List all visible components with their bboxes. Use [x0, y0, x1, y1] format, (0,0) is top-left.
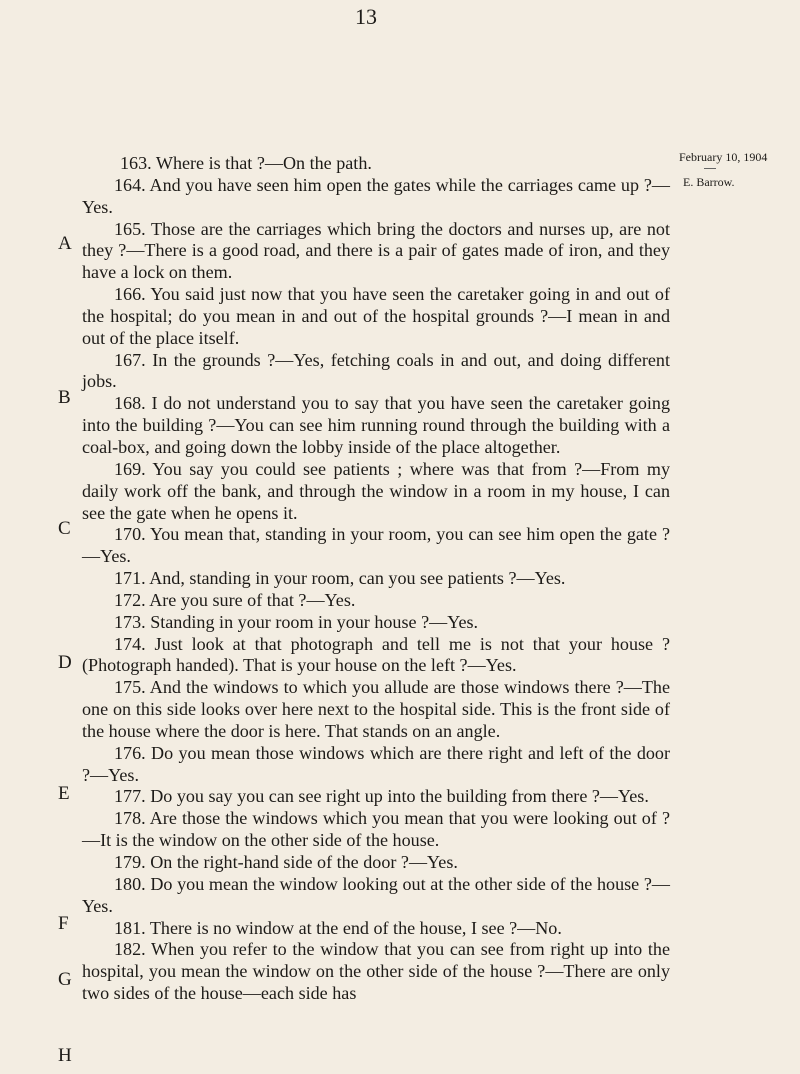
testimony-paragraph-180: 180. Do you mean the window looking out at the other side of the house ?—Yes. — [82, 873, 670, 916]
testimony-paragraph-182: 182. When you refer to the window that you can see from right up into the hospital, you mean the window on the other side of the house ?—There are only two sides of the house—each side has — [82, 939, 670, 1004]
testimony-paragraph-181: 181. There is no window at the end of the house, I see ?—No. — [114, 917, 562, 938]
testimony-paragraph-174: 174. Just look at that photograph and tell me is not that your house ? (Photograph handed). That is your house on the left ?—Yes. — [82, 633, 670, 676]
testimony-paragraph-167: 167. In the grounds ?—Yes, fetching coals in and out, and doing different jobs. — [82, 349, 670, 392]
page-number: 13 — [355, 4, 377, 29]
line-letter-d: D — [58, 652, 72, 673]
testimony-paragraph-179: 179. On the right-hand side of the door ?—Yes. — [114, 852, 458, 872]
testimony-paragraph-163: 163. Where is that ?—On the path. — [120, 153, 372, 173]
line-letter-a: A — [58, 233, 72, 254]
line-letter-g: G — [58, 969, 72, 990]
testimony-paragraph-172: 172. Are you sure of that ?—Yes. — [114, 589, 356, 610]
testimony-paragraph-164: 164. And you have seen him open the gates while the carriages came up ?—Yes. — [82, 174, 670, 217]
testimony-paragraph-168: 168. I do not understand you to say that you have seen the caretaker going into the building ?—You can see him running round through the building with a coal-box, and going down the lobby inside of the place altogether. — [82, 393, 670, 457]
testimony-paragraph-178: 178. Are those the windows which you mean that you were looking out of ?—It is the window on the other side of the house. — [82, 808, 670, 851]
testimony-text — [82, 153, 670, 1005]
testimony-paragraph-171: 171. And, standing in your room, can you see patients ?—Yes. — [114, 568, 566, 589]
testimony-paragraph-166: 166. You said just now that you have seen the caretaker going in and out of the hospital; do you mean in and out of the hospital grounds ?—I mean in and out of the place itself. — [82, 284, 670, 348]
testimony-paragraph-165: 165. Those are the carriages which bring the doctors and nurses up, are not they ?—There is a good road, and there is a pair of gates made of iron, and they have a lock on them. — [82, 218, 670, 283]
testimony-paragraph-173: 173. Standing in your room in your house ?—Yes. — [114, 611, 479, 632]
line-letter-b: B — [58, 387, 71, 408]
testimony-paragraph-176: 176. Do you mean those windows which are there right and left of the door ?—Yes. — [82, 742, 670, 785]
margin-date: February 10, 1904 — [679, 150, 768, 164]
line-letter-e: E — [58, 783, 70, 804]
testimony-paragraph-175: 175. And the windows to which you allude are those windows there ?—The one on this side looks over here next to the hospital side. This is the front side of the house where the door is here. That stands on an angle. — [82, 677, 670, 741]
testimony-paragraph-169: 169. You say you could see patients ; where was that from ?—From my daily work off the bank, and through the window in a room in my house, I can see the gate when he opens it. — [82, 458, 670, 523]
line-letter-h: H — [58, 1045, 72, 1066]
line-letter-f: F — [58, 913, 69, 934]
margin-dash — [704, 168, 716, 169]
testimony-paragraph-177: 177. Do you say you can see right up into the building from there ?—Yes. — [114, 786, 649, 807]
testimony-paragraph-170: 170. You mean that, standing in your room, you can see him open the gate ?—Yes. — [82, 524, 670, 567]
margin-witness: E. Barrow. — [683, 175, 735, 189]
line-letter-c: C — [58, 518, 71, 539]
